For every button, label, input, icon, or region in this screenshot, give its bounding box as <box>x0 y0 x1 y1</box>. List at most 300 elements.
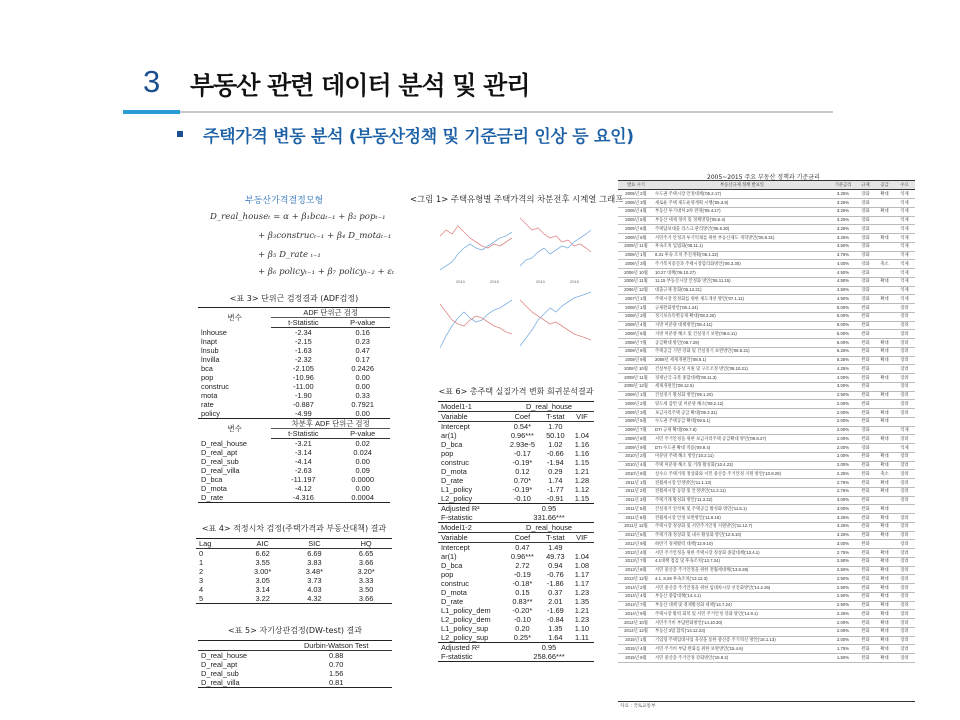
policy-row <box>618 601 915 610</box>
policy-cell: 완화 <box>856 304 875 313</box>
policy-row <box>618 339 915 348</box>
policy-cell: 축소 <box>875 470 894 479</box>
table-cell: -2.34 <box>294 328 312 337</box>
policy-row <box>618 540 915 549</box>
col-t: t-Statistic <box>271 318 335 328</box>
table-4 <box>196 538 392 604</box>
table-cell: construc <box>201 382 229 391</box>
policy-cell: 확대 <box>875 435 894 444</box>
policy-cell: 확대 <box>875 566 894 575</box>
bullet-square-icon <box>177 131 183 137</box>
policy-cell: 서민 중산층 주거안정을 위한 전월세대책('13.8.28) <box>654 566 830 575</box>
table-cell: pop <box>441 449 454 458</box>
policy-cell <box>875 199 894 208</box>
table-cell: 0.00 <box>355 382 370 391</box>
table-cell: 1.04 <box>574 431 590 440</box>
table-5 <box>198 640 392 688</box>
table-6-caption: <표 6> 총주택 실질가격 변화 회귀분석결과 <box>438 387 594 396</box>
f-stat-value: 331.66*** <box>504 513 594 523</box>
table-cell: 1.23 <box>574 615 590 624</box>
policy-cell: 주택공급 기반 강화 및 건설경기 보완방안('08.8.21) <box>654 347 830 356</box>
table-cell: 1.15 <box>574 458 590 467</box>
policy-cell: 확대 <box>875 339 894 348</box>
policy-cell: 3.25% <box>830 216 856 225</box>
policy-cell: 4.1대책 점검 및 후속조치('13.7.24) <box>654 557 830 566</box>
policy-cell: 2006년 1월 <box>618 251 654 260</box>
table-6-regression <box>438 386 594 662</box>
table-cell: L1_policy <box>441 485 473 494</box>
table-cell: D_real_apt <box>201 660 238 669</box>
table-cell: D_mota <box>441 588 467 597</box>
policy-cell: 건설부문 유동성 지원 및 구조조정 방안('08.10.21) <box>654 365 830 374</box>
policy-cell: 대출규제 강화('06.12.21) <box>654 286 830 295</box>
policy-cell: 강화 <box>856 286 875 295</box>
table-cell: -2.63 <box>294 466 312 475</box>
table-cell: 50.10 <box>546 431 565 440</box>
table-cell: 3.50 <box>358 585 374 594</box>
policy-cell: 완화 <box>856 645 875 654</box>
table-cell: lnhouse <box>201 327 227 337</box>
policy-cell: 10.27 대책('06.10.27) <box>654 269 830 278</box>
table-cell: 3 <box>199 576 204 585</box>
table-cell: 5 <box>196 594 237 604</box>
table-cell: 4.03 <box>307 585 322 594</box>
policy-cell: 확대 <box>875 505 894 514</box>
table-cell: 1.02 <box>548 440 563 449</box>
policy-cell <box>875 330 894 339</box>
policy-cell: 완화 <box>856 417 875 426</box>
table-cell: 1.74 <box>548 476 563 485</box>
policy-cell: 장려 <box>894 592 915 601</box>
policy-cell: 확대 <box>875 409 894 418</box>
table-cell: 0.23 <box>355 337 370 346</box>
table-cell: L2_policy_dem <box>441 615 491 624</box>
policy-row <box>618 286 915 295</box>
table-cell: 6.65 <box>358 549 374 558</box>
policy-cell: 확대 <box>875 234 894 243</box>
policy-cell <box>875 365 894 374</box>
policy-row <box>618 636 915 645</box>
policy-cell: 장려 <box>894 461 915 470</box>
policy-cell: 2012년 5월 <box>618 531 654 540</box>
table-cell: -2.32 <box>294 355 312 364</box>
policy-cell: 3.00% <box>830 540 856 549</box>
table-cell: 3.48* <box>305 567 324 576</box>
policy-cell: 확대 <box>875 391 894 400</box>
policy-cell: 4.50% <box>830 286 856 295</box>
policy-row <box>618 496 915 505</box>
policy-cell: 강화 <box>856 277 875 286</box>
model-dependent: D_real_house <box>504 402 594 412</box>
policy-cell: 완화 <box>856 435 875 444</box>
policy-cell: 2008년 6월 <box>618 330 654 339</box>
policy-cell: 4.50% <box>830 295 856 304</box>
policy-row <box>618 391 915 400</box>
section-number: 3 <box>143 64 161 99</box>
policy-row <box>618 479 915 488</box>
policy-cell: 4.1, 8.28 후속조치('13.12.3) <box>654 575 830 584</box>
policy-row <box>618 531 915 540</box>
policy-row <box>618 260 915 269</box>
policy-cell: 확대 <box>875 531 894 540</box>
policy-cell: 장려 <box>894 400 915 409</box>
table-cell: 3.83 <box>307 558 322 567</box>
table-cell: L2_policy_sup <box>441 633 489 642</box>
policy-row <box>618 514 915 523</box>
policy-cell: 경제난국 극복 종합대책('08.11.3) <box>654 374 830 383</box>
policy-cell: 장려 <box>894 645 915 654</box>
policy-cell: 확대 <box>875 636 894 645</box>
table-cell: 0.29 <box>548 467 563 476</box>
table-5-caption: <표 5> 자기상관검정(DW-test) 결과 <box>228 626 362 635</box>
policy-cell: 완화 <box>856 391 875 400</box>
axis-year-label: 2015 <box>570 279 579 284</box>
table-cell: 1.17 <box>574 579 590 588</box>
policy-cell: 2014년 2월 <box>618 584 654 593</box>
policy-cell: 완화 <box>856 487 875 496</box>
policy-cell: 완화 <box>856 514 875 523</box>
table-cell: D_real_sub <box>201 457 239 466</box>
policy-cell: 장려 <box>894 339 915 348</box>
policy-cell: 서민 중산층 주거안정을 위한 임대차시장 선진화방안('14.2.26) <box>654 584 830 593</box>
policy-cell: 1.75% <box>830 645 856 654</box>
table-cell: -1.90 <box>294 391 312 400</box>
policy-cell: 2.00% <box>830 426 856 435</box>
policy-cell: 확대 <box>875 190 894 199</box>
policy-cell: 3.25% <box>830 199 856 208</box>
table-cell: 1.56 <box>328 669 344 678</box>
table-cell: -4.316 <box>271 493 335 503</box>
policy-row <box>618 365 915 374</box>
policy-cell: 부동산 세제 정비 및 정책방향('05.5.4) <box>654 216 830 225</box>
table-cell: 3.55 <box>255 558 270 567</box>
policy-cell: 축소 <box>875 260 894 269</box>
table-cell: construc <box>441 579 469 588</box>
policy-cell: 완화 <box>856 479 875 488</box>
policy-cell: 5.00% <box>830 321 856 330</box>
policy-cell: 서민 중산층 주거안정 강화방안('15.9.2) <box>654 654 830 663</box>
policy-row <box>618 575 915 584</box>
policy-cell: 2015년 4월 <box>618 645 654 654</box>
policy-cell: 완화 <box>856 339 875 348</box>
policy-cell: 완화 <box>856 470 875 479</box>
table-cell: 0.96*** <box>510 431 534 440</box>
policy-cell: 확대 <box>875 417 894 426</box>
policy-cell: 건설경기 연착륙 및 주택공급 활성화 방안('11.5.1) <box>654 505 830 514</box>
policy-cell: 3.25% <box>830 522 856 531</box>
table-cell: 3.05 <box>255 576 270 585</box>
table-cell: 3.66 <box>340 594 392 604</box>
policy-cell: 강화 <box>856 199 875 208</box>
table-cell: lnvilla <box>201 355 220 364</box>
policy-cell <box>875 269 894 278</box>
policy-cell: 2008년 3월 <box>618 312 654 321</box>
policy-cell: 장려 <box>894 636 915 645</box>
policy-row <box>618 356 915 365</box>
model-label: Model1-1 <box>438 402 504 412</box>
policy-cell: 주택거래 정상화 및 내수 활성화 방안('12.5.10) <box>654 531 830 540</box>
table-cell: rate <box>201 400 214 409</box>
policy-cell: 11.15 부동산시장 안정화 방안('06.11.15) <box>654 277 830 286</box>
policy-cell: 확대 <box>875 452 894 461</box>
policy-cell: 강화 <box>856 426 875 435</box>
table-cell: 0.47 <box>515 543 530 552</box>
table-cell: 1.12 <box>574 485 590 494</box>
policy-cell: 2005년 6월 <box>618 225 654 234</box>
policy-cell: 완화 <box>856 557 875 566</box>
policy-cell: 2009년 3월 <box>618 409 654 418</box>
table-cell: D_rate <box>198 493 271 503</box>
policy-cell: 완화 <box>856 531 875 540</box>
policy-cell: 2009년 1월 <box>618 391 654 400</box>
table-cell: -1.94 <box>546 458 564 467</box>
table-header: SIC <box>289 539 341 549</box>
policy-cell: 2.50% <box>830 575 856 584</box>
policy-cell: 억제 <box>894 234 915 243</box>
table-cell: 0.54* <box>513 422 532 431</box>
table-cell: D_bca <box>201 475 223 484</box>
policy-row <box>618 225 915 234</box>
policy-cell: 2.00% <box>830 452 856 461</box>
policy-cell: 3.25% <box>830 234 856 243</box>
policy-cell: 장려 <box>894 487 915 496</box>
policy-row <box>618 461 915 470</box>
table-cell: -1.86 <box>546 579 564 588</box>
policy-cell: 완화 <box>856 505 875 514</box>
policy-cell: 강화 <box>856 216 875 225</box>
policy-cell: 2011년 5월 <box>618 505 654 514</box>
policy-cell: 2008년 10월 <box>618 365 654 374</box>
policy-cell: 확대 <box>875 592 894 601</box>
policy-cell: 2013년 4월 <box>618 549 654 558</box>
policy-cell: 5.00% <box>830 339 856 348</box>
policy-cell: 2.00% <box>830 444 856 453</box>
policy-row <box>618 409 915 418</box>
table-cell: 49.73 <box>546 552 565 561</box>
policy-cell: 억제 <box>894 269 915 278</box>
policy-cell: 강화 <box>856 242 875 251</box>
adj-r2-label: Adjusted R² <box>438 643 504 653</box>
policy-row <box>618 654 915 663</box>
table-cell: 3.33 <box>358 576 374 585</box>
policy-cell <box>894 417 915 426</box>
table-cell: 4.32 <box>289 594 341 604</box>
policy-cell: 2014년 9월 <box>618 610 654 619</box>
policy-cell: 5.00% <box>830 312 856 321</box>
policy-cell: 2007년 1월 <box>618 295 654 304</box>
policy-cell: DTI 규제 확대('09.7.6) <box>654 426 830 435</box>
policy-cell: 2.25% <box>830 470 856 479</box>
table-cell: 2.01 <box>548 597 563 606</box>
policy-cell <box>875 242 894 251</box>
table-cell: 1.21 <box>574 467 590 476</box>
policy-cell: 2006년 12월 <box>618 286 654 295</box>
table-header: 수요 <box>894 181 915 190</box>
table-header: AIC <box>237 539 289 549</box>
policy-cell: 2008년 1월 <box>618 304 654 313</box>
table-cell: 0.16 <box>355 328 370 337</box>
policy-cell: 2006년 11월 <box>618 277 654 286</box>
policy-cell: 주택거래 활성화 방안('11.3.22) <box>654 496 830 505</box>
table-cell: L1_policy_dem <box>441 606 491 615</box>
policy-cell: 완화 <box>856 382 875 391</box>
table-cell: 1.35 <box>574 597 590 606</box>
table-header: 부동산규제 정책 발표일 <box>654 181 830 190</box>
policy-cell: 공급확대 방안('08.7.29) <box>654 339 830 348</box>
policy-cell: 확대 <box>875 619 894 628</box>
policy-cell: 2009년 2월 <box>618 400 654 409</box>
policy-cell <box>875 382 894 391</box>
policy-cell: 지방 미분양 해소 및 건설경기 보완('08.6.11) <box>654 330 830 339</box>
policy-cell: 2014년 4월 <box>618 592 654 601</box>
policy-cell: 3.00% <box>830 496 856 505</box>
policy-cell: 주택담보대출 리스크 관리방안('05.6.30) <box>654 225 830 234</box>
policy-cell: 확대 <box>875 549 894 558</box>
policy-row <box>618 426 915 435</box>
policy-cell: 주택 미분양 해소 및 거래 활성화('10.4.23) <box>654 461 830 470</box>
table-cell: -11.00 <box>293 382 314 391</box>
title-underline <box>180 111 833 113</box>
table-4-lag <box>196 523 392 604</box>
model-title: 부동산가격결정모형 <box>245 196 324 206</box>
policy-cell: 5.00% <box>830 304 856 313</box>
policy-cell: 2.00% <box>830 636 856 645</box>
policy-cell: 3.00% <box>830 382 856 391</box>
table-cell: 1.16 <box>574 449 590 458</box>
policy-row <box>618 505 915 514</box>
policy-cell: 2.00% <box>830 435 856 444</box>
policy-cell: 3.50% <box>830 242 856 251</box>
policy-cell: 2010년 8월 <box>618 470 654 479</box>
policy-cell: 2015년 1월 <box>618 636 654 645</box>
axis-year-label: 2010 <box>536 279 545 284</box>
table-cell <box>570 422 594 432</box>
table-cell: -3.21 <box>294 439 312 448</box>
table-cell: -0.19* <box>512 485 533 494</box>
policy-cell: 2010년 4월 <box>618 461 654 470</box>
policy-cell: 서민주거 안정과 투기억제를 위한 부동산제도 개혁방안('05.8.31) <box>654 234 830 243</box>
policy-cell: 2005년 3월 <box>618 199 654 208</box>
policy-cell: 주택시장 활력 회복 및 서민 주거안정 강화 방안('14.9.1) <box>654 610 830 619</box>
policy-row <box>618 645 915 654</box>
policy-cell: 억제 <box>894 260 915 269</box>
policy-row <box>618 435 915 444</box>
policy-cell: 장려 <box>894 610 915 619</box>
policy-row <box>618 470 915 479</box>
table-cell: 0.00 <box>335 409 390 419</box>
table-header: 발표 시기 <box>618 181 654 190</box>
policy-cell: 장려 <box>894 531 915 540</box>
policy-cell: 장려 <box>894 470 915 479</box>
table-cell: -1.69 <box>546 606 564 615</box>
series-line <box>440 226 512 248</box>
policy-cell <box>875 400 894 409</box>
policy-cell: 2006년 10월 <box>618 269 654 278</box>
policy-cell: 2011년 8월 <box>618 514 654 523</box>
figure-1-caption: <그림 1> 주택유형별 주택가격의 차분전후 시계열 그래프 <box>410 194 624 204</box>
policy-cell: 강화 <box>856 225 875 234</box>
table-cell: 0.81 <box>280 678 392 688</box>
policy-cell <box>875 426 894 435</box>
table-header: 규제 <box>856 181 875 190</box>
policy-cell: 3.25% <box>830 531 856 540</box>
policy-row <box>618 619 915 628</box>
table-cell: -11.197 <box>291 475 316 484</box>
policy-cell: 완화 <box>856 496 875 505</box>
policy-cell: 억제 <box>894 251 915 260</box>
policy-cell: 장려 <box>894 479 915 488</box>
policy-cell: 4.25% <box>830 365 856 374</box>
table-cell: 1.04 <box>574 552 590 561</box>
policy-cell: 억제 <box>894 225 915 234</box>
table-cell: -4.99 <box>271 409 335 419</box>
policy-cell: 3.25% <box>830 190 856 199</box>
policy-cell: 2.50% <box>830 601 856 610</box>
table-3-head: ADF 단위근 검정 <box>271 308 390 318</box>
topic-bullet: 주택가격 변동 분석 (부동산정책 및 기준금리 인상 등 요인) <box>203 127 634 147</box>
table-cell: 3.14 <box>255 585 270 594</box>
policy-cell: 2008년 8월 <box>618 347 654 356</box>
policy-cell: 2.00% <box>830 461 856 470</box>
policy-cell: 주택시장 안정화를 위한 제도개선 방안('07.1.11) <box>654 295 830 304</box>
table-cell: policy <box>198 409 271 419</box>
policy-cell: 장려 <box>894 382 915 391</box>
table-header: VIF <box>570 412 594 422</box>
figure-1-time-series <box>438 208 593 356</box>
policy-source: 자료 : 국토교통부 <box>620 704 656 709</box>
policy-cell: 2014년 7월 <box>618 601 654 610</box>
policy-row <box>618 277 915 286</box>
table-cell: -0.17 <box>513 449 531 458</box>
table-cell: -3.14 <box>294 448 312 457</box>
panel-bottom-left <box>440 300 512 348</box>
policy-cell: 전월세시장 동향 및 안정방안('11.2.11) <box>654 487 830 496</box>
table-cell: 1.10 <box>574 624 590 633</box>
policy-row <box>618 522 915 531</box>
adj-r2-label: Adjusted R² <box>438 504 504 514</box>
policy-cell: 완화 <box>856 549 875 558</box>
table-cell: D_real_apt <box>201 448 238 457</box>
policy-cell: 2014년 10월 <box>618 619 654 628</box>
policy-cell: 부동산 종합대책('14.4.1) <box>654 592 830 601</box>
policy-row <box>618 330 915 339</box>
policy-cell: 강화 <box>856 190 875 199</box>
policy-cell: 2.00% <box>830 400 856 409</box>
policy-cell: 2.50% <box>830 592 856 601</box>
table-cell: 0.88 <box>328 651 344 660</box>
table-cell: 1.49 <box>548 543 563 552</box>
col-t: t-Statistic <box>271 429 335 439</box>
table-cell: 0.33 <box>355 391 370 400</box>
policy-row <box>618 321 915 330</box>
panel-bottom-right <box>520 292 591 346</box>
policy-row <box>618 242 915 251</box>
policy-cell: 지방 미분양 대책방안('08.4.11) <box>654 321 830 330</box>
policy-cell <box>875 540 894 549</box>
policy-cell: 완화 <box>856 540 875 549</box>
table-cell: -0.19 <box>513 570 531 579</box>
table-cell: -0.19* <box>512 458 533 467</box>
policy-cell: 장려 <box>894 304 915 313</box>
policy-cell: 완화 <box>856 584 875 593</box>
policy-cell: 장려 <box>894 584 915 593</box>
policy-cell <box>875 225 894 234</box>
policy-row <box>618 627 915 636</box>
table-3 <box>198 307 390 503</box>
policy-cell: 강화 <box>856 295 875 304</box>
policy-cell: 완화 <box>856 619 875 628</box>
table-cell: 2.93e-5 <box>509 440 535 449</box>
